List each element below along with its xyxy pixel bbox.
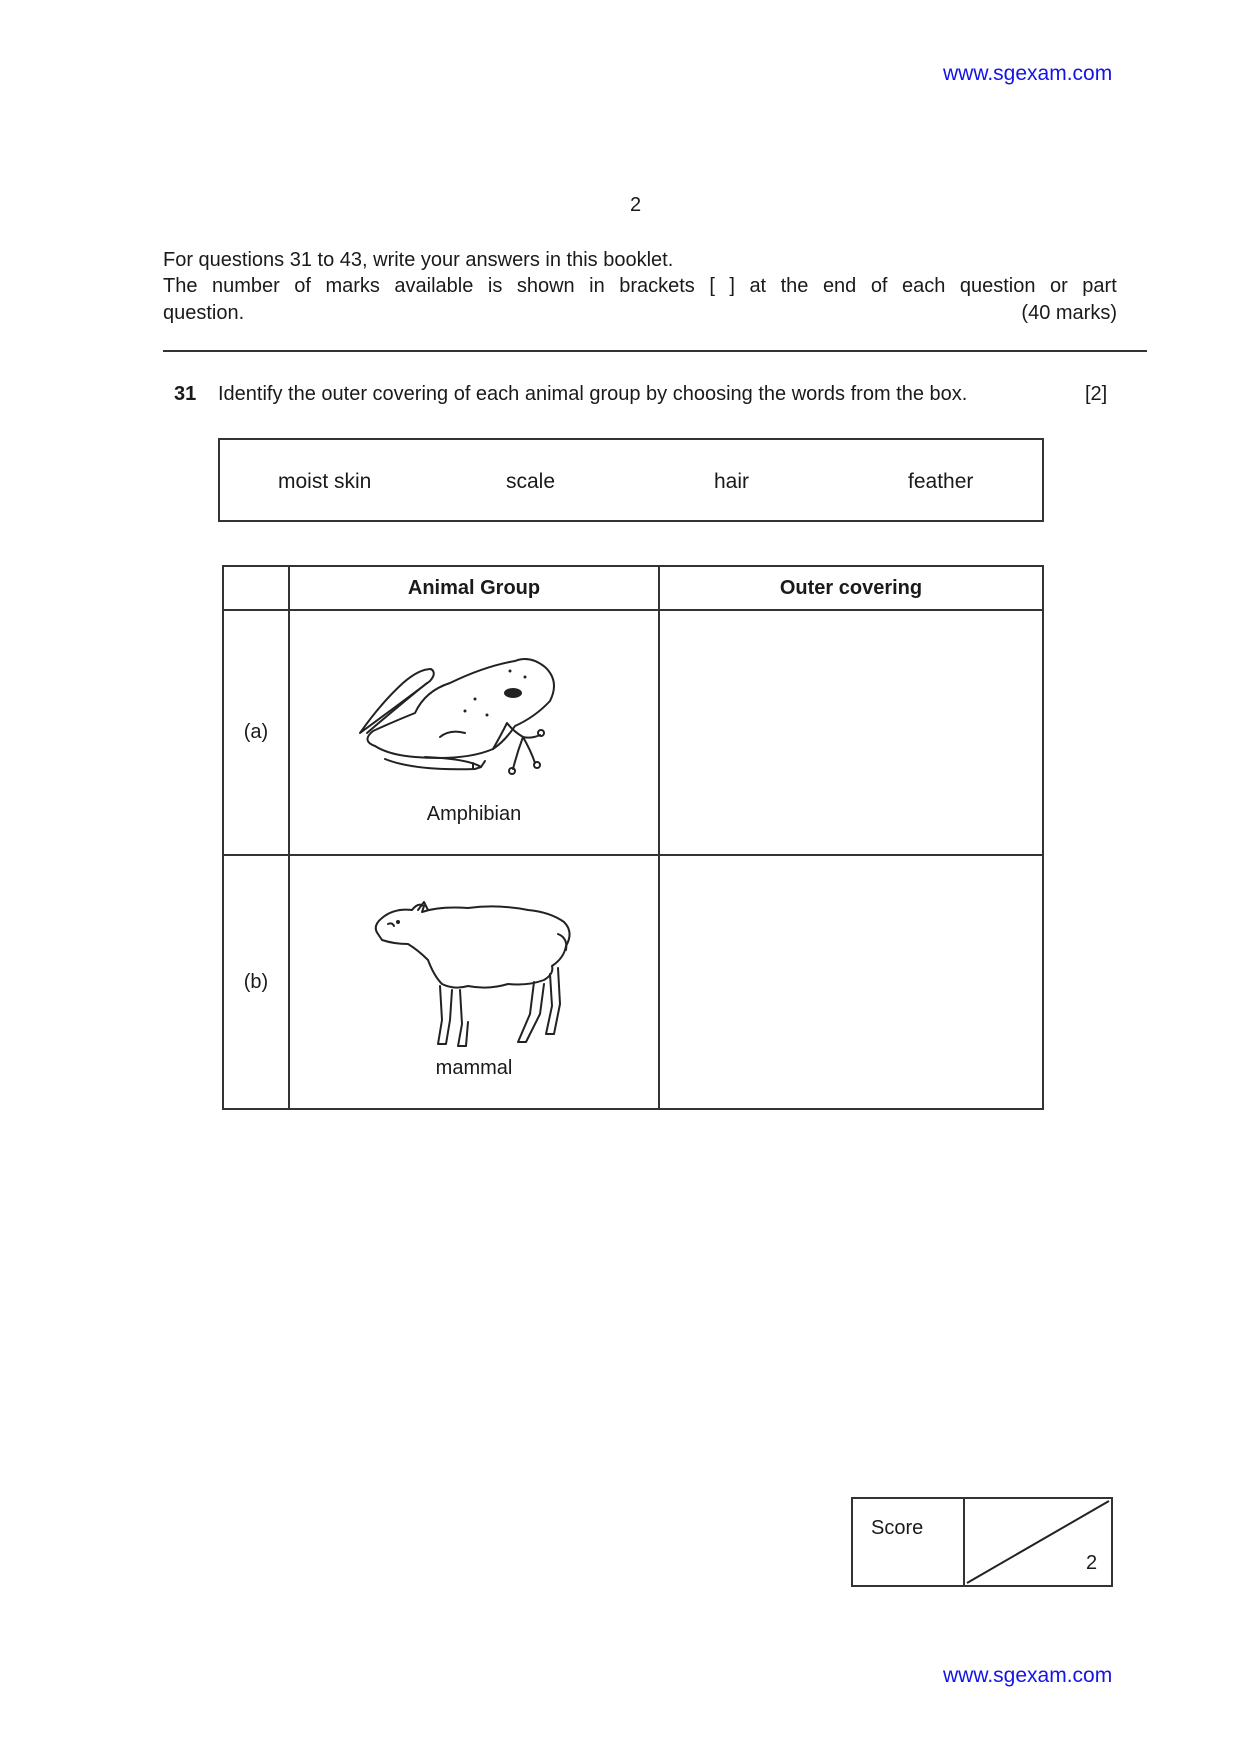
question-text: Identify the outer covering of each animal group by choosing the words from the box.	[218, 383, 968, 405]
instruction-word: available	[394, 275, 474, 297]
word-option: hair	[714, 470, 750, 493]
row-label: (b)	[223, 855, 289, 1109]
row-label: (a)	[223, 610, 289, 855]
table-row	[223, 855, 1043, 1109]
instruction-word: part	[1082, 275, 1117, 297]
question-marks: [2]	[1085, 383, 1108, 405]
answer-cell[interactable]	[659, 855, 1043, 1109]
table-header-row	[223, 566, 1043, 610]
instruction-word: marks	[325, 275, 380, 297]
question-number: 31	[174, 383, 197, 405]
instruction-line-1: For questions 31 to 43, write your answers in this booklet.	[163, 249, 674, 271]
animal-group-name: mammal	[435, 1057, 513, 1079]
instruction-word: shown	[516, 275, 575, 297]
total-marks: (40 marks)	[1021, 302, 1117, 324]
instruction-word: end	[822, 275, 857, 297]
score-box	[851, 1497, 1113, 1587]
animal-group-cell	[289, 610, 659, 855]
footer-url[interactable]: www.sgexam.com	[943, 1664, 1113, 1687]
instruction-word: ]	[729, 275, 735, 297]
instruction-line-3-left: question.	[163, 302, 245, 324]
instruction-word: at	[749, 275, 767, 297]
table-header-outer-covering: Outer covering	[659, 566, 1043, 610]
score-label: Score	[871, 1517, 924, 1539]
instruction-word: the	[780, 275, 809, 297]
divider-rule	[163, 350, 1147, 352]
instruction-word: in	[589, 275, 605, 297]
instruction-word: each	[902, 275, 946, 297]
instruction-word: question	[959, 275, 1036, 297]
table-header-blank	[223, 566, 289, 610]
instruction-word: brackets	[619, 275, 695, 297]
animal-group-cell	[289, 855, 659, 1109]
instruction-word: The	[163, 275, 198, 297]
sheep-eye	[396, 920, 400, 924]
instruction-word: number	[211, 275, 280, 297]
frog-eye	[504, 688, 522, 698]
word-option: scale	[506, 470, 556, 493]
instruction-word: of	[294, 275, 311, 297]
page-number: 2	[630, 194, 642, 216]
table-row	[223, 610, 1043, 855]
word-box	[218, 438, 1044, 522]
word-option: moist skin	[278, 470, 372, 493]
sheep-drawing	[368, 894, 588, 1064]
instruction-word: or	[1050, 275, 1068, 297]
answer-cell[interactable]	[659, 610, 1043, 855]
table-header-animal-group: Animal Group	[289, 566, 659, 610]
score-max: 2	[1086, 1552, 1098, 1574]
instruction-line-2	[163, 275, 1117, 298]
instruction-word: of	[870, 275, 888, 297]
header-url[interactable]: www.sgexam.com	[943, 62, 1113, 85]
word-option: feather	[908, 470, 974, 493]
instruction-word: [	[709, 275, 715, 297]
instruction-line-3	[163, 302, 1117, 325]
animal-group-name: Amphibian	[426, 803, 522, 826]
instruction-word: is	[487, 275, 503, 297]
animal-table	[222, 565, 1044, 1110]
frog-drawing	[355, 641, 585, 781]
